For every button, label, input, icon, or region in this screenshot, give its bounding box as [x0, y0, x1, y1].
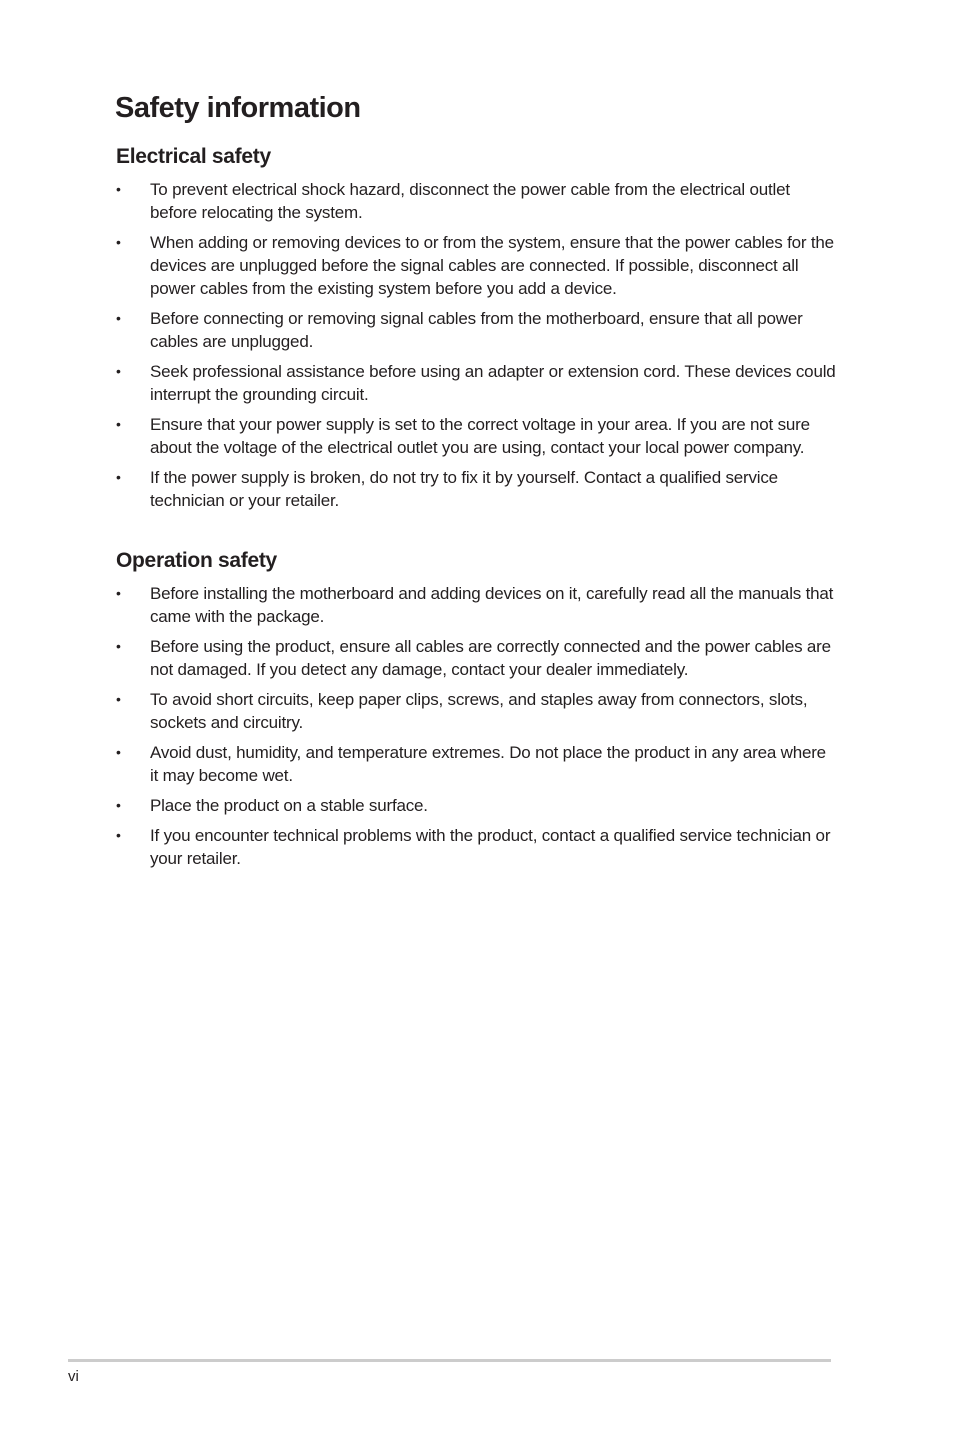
bullet-icon: • [116, 416, 121, 432]
list-item [116, 307, 836, 353]
bullet-icon: • [116, 234, 121, 250]
list-item [116, 794, 836, 817]
list-item-text: Before connecting or removing signal cables from the motherboard, ensure that all power cables are unplugged. [150, 309, 803, 351]
list-item-text: Seek professional assistance before using an adapter or extension cord. These devices could interrupt the grounding circuit. [150, 362, 836, 404]
list-item [116, 178, 836, 224]
bullet-icon: • [116, 638, 121, 654]
section-heading-operation-safety: Operation safety [116, 549, 277, 572]
list-item-text: To prevent electrical shock hazard, disconnect the power cable from the electrical outlet before relocating the system. [150, 180, 790, 222]
bullet-icon: • [116, 827, 121, 843]
list-item-text: When adding or removing devices to or from the system, ensure that the power cables for the devices are unplugged before the signal cables are connected. If possible, disconnect all power cables from the existing system before you add a device. [150, 233, 834, 298]
bullet-icon: • [116, 797, 121, 813]
bullet-icon: • [116, 310, 121, 326]
list-item-text: If the power supply is broken, do not try to fix it by yourself. Contact a qualified service technician or your retailer. [150, 468, 778, 510]
list-item [116, 466, 836, 512]
bullet-icon: • [116, 585, 121, 601]
list-item [116, 824, 836, 870]
list-item [116, 582, 836, 628]
list-item-text: If you encounter technical problems with the product, contact a qualified service technician or your retailer. [150, 826, 831, 868]
list-item-text: Ensure that your power supply is set to the correct voltage in your area. If you are not sure about the voltage of the electrical outlet you are using, contact your local power company. [150, 415, 810, 457]
list-item [116, 741, 836, 787]
page-title: Safety information [115, 92, 361, 124]
footer-divider [68, 1359, 831, 1362]
page-number: vi [68, 1368, 79, 1385]
list-item [116, 360, 836, 406]
list-item [116, 688, 836, 734]
list-item [116, 635, 836, 681]
electrical-safety-list [116, 178, 836, 519]
list-item [116, 231, 836, 300]
list-item-text: To avoid short circuits, keep paper clips, screws, and staples away from connectors, slots, sockets and circuitry. [150, 690, 808, 732]
section-heading-electrical-safety: Electrical safety [116, 145, 271, 168]
list-item-text: Place the product on a stable surface. [150, 796, 428, 815]
bullet-icon: • [116, 363, 121, 379]
list-item-text: Before installing the motherboard and adding devices on it, carefully read all the manuals that came with the package. [150, 584, 834, 626]
operation-safety-list [116, 582, 836, 877]
bullet-icon: • [116, 469, 121, 485]
bullet-icon: • [116, 181, 121, 197]
bullet-icon: • [116, 691, 121, 707]
list-item [116, 413, 836, 459]
bullet-icon: • [116, 744, 121, 760]
list-item-text: Before using the product, ensure all cables are correctly connected and the power cables are not damaged. If you detect any damage, contact your dealer immediately. [150, 637, 831, 679]
list-item-text: Avoid dust, humidity, and temperature extremes. Do not place the product in any area where it may become wet. [150, 743, 826, 785]
